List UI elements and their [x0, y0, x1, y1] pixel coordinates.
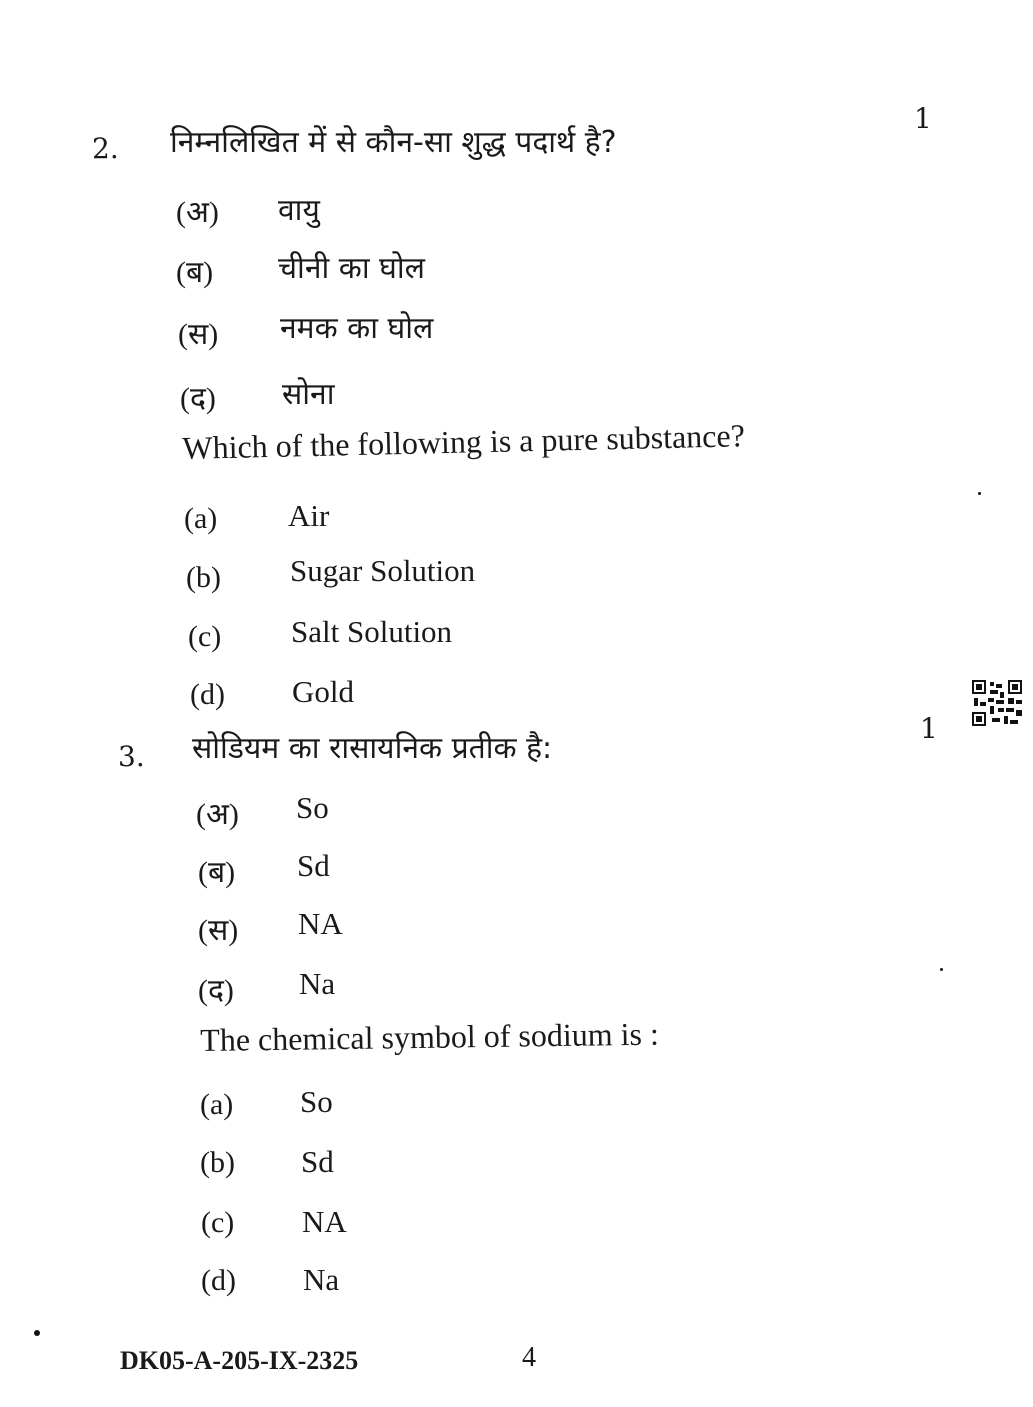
- scan-speck: [978, 492, 981, 495]
- q3-hindi-option-c-text: NA: [298, 906, 343, 941]
- q3-english-option-b-text: Sd: [301, 1144, 334, 1179]
- question-2-english-text: Which of the following is a pure substance?: [182, 417, 746, 466]
- question-2-hindi-text: निम्नलिखित में से कौन-सा शुद्ध पदार्थ है?: [170, 125, 617, 160]
- q3-english-option-a-text: So: [300, 1084, 333, 1119]
- question-3-english-text: The chemical symbol of sodium is :: [200, 1015, 660, 1058]
- q2-hindi-option-d-label: (द): [180, 382, 216, 415]
- q3-english-option-c-text: NA: [302, 1204, 347, 1239]
- question-2-number: 2.: [92, 132, 119, 165]
- q2-hindi-option-a-text: वायु: [278, 193, 320, 228]
- q3-hindi-option-a-text: So: [296, 790, 329, 825]
- scan-speck: [34, 1330, 40, 1336]
- q2-english-option-b-label: (b): [186, 561, 221, 594]
- q3-hindi-option-b-text: Sd: [297, 848, 330, 883]
- paper-code: DK05-A-205-IX-2325: [120, 1346, 359, 1375]
- q2-english-option-a-text: Air: [288, 498, 330, 533]
- q2-english-option-d-label: (d): [190, 678, 225, 711]
- q3-hindi-option-c-label: (स): [198, 914, 239, 947]
- q3-english-option-a-label: (a): [200, 1088, 234, 1121]
- q3-hindi-option-a-label: (अ): [196, 798, 239, 831]
- q2-english-option-a-label: (a): [184, 502, 218, 535]
- q2-hindi-option-c-label: (स): [178, 318, 219, 351]
- question-3-hindi-text: सोडियम का रासायनिक प्रतीक है:: [192, 731, 553, 766]
- q2-hindi-option-c-text: नमक का घोल: [280, 311, 434, 346]
- q2-english-option-c-text: Salt Solution: [291, 614, 453, 649]
- question-3-number: 3.: [118, 740, 145, 773]
- scan-speck: [940, 968, 943, 971]
- q3-english-option-b-label: (b): [200, 1146, 235, 1179]
- q3-hindi-option-d-text: Na: [299, 966, 336, 1001]
- page-number: 4: [522, 1342, 536, 1373]
- q2-english-option-c-label: (c): [188, 620, 222, 653]
- q3-english-option-c-label: (c): [201, 1206, 235, 1239]
- qr-code-icon: [972, 680, 1022, 726]
- question-2-marks: 1: [914, 102, 932, 135]
- q2-hindi-option-b-label: (ब): [176, 256, 214, 289]
- q2-english-option-d-text: Gold: [292, 674, 354, 709]
- q3-hindi-option-d-label: (द): [198, 974, 234, 1007]
- q3-english-option-d-text: Na: [303, 1262, 340, 1297]
- q3-hindi-option-b-label: (ब): [198, 856, 236, 889]
- question-3-marks: 1: [920, 712, 938, 745]
- q3-english-option-d-label: (d): [201, 1264, 236, 1297]
- q2-hindi-option-d-text: सोना: [282, 377, 335, 412]
- q2-english-option-b-text: Sugar Solution: [290, 553, 476, 588]
- q2-hindi-option-a-label: (अ): [176, 196, 219, 229]
- q2-hindi-option-b-text: चीनी का घोल: [278, 251, 425, 286]
